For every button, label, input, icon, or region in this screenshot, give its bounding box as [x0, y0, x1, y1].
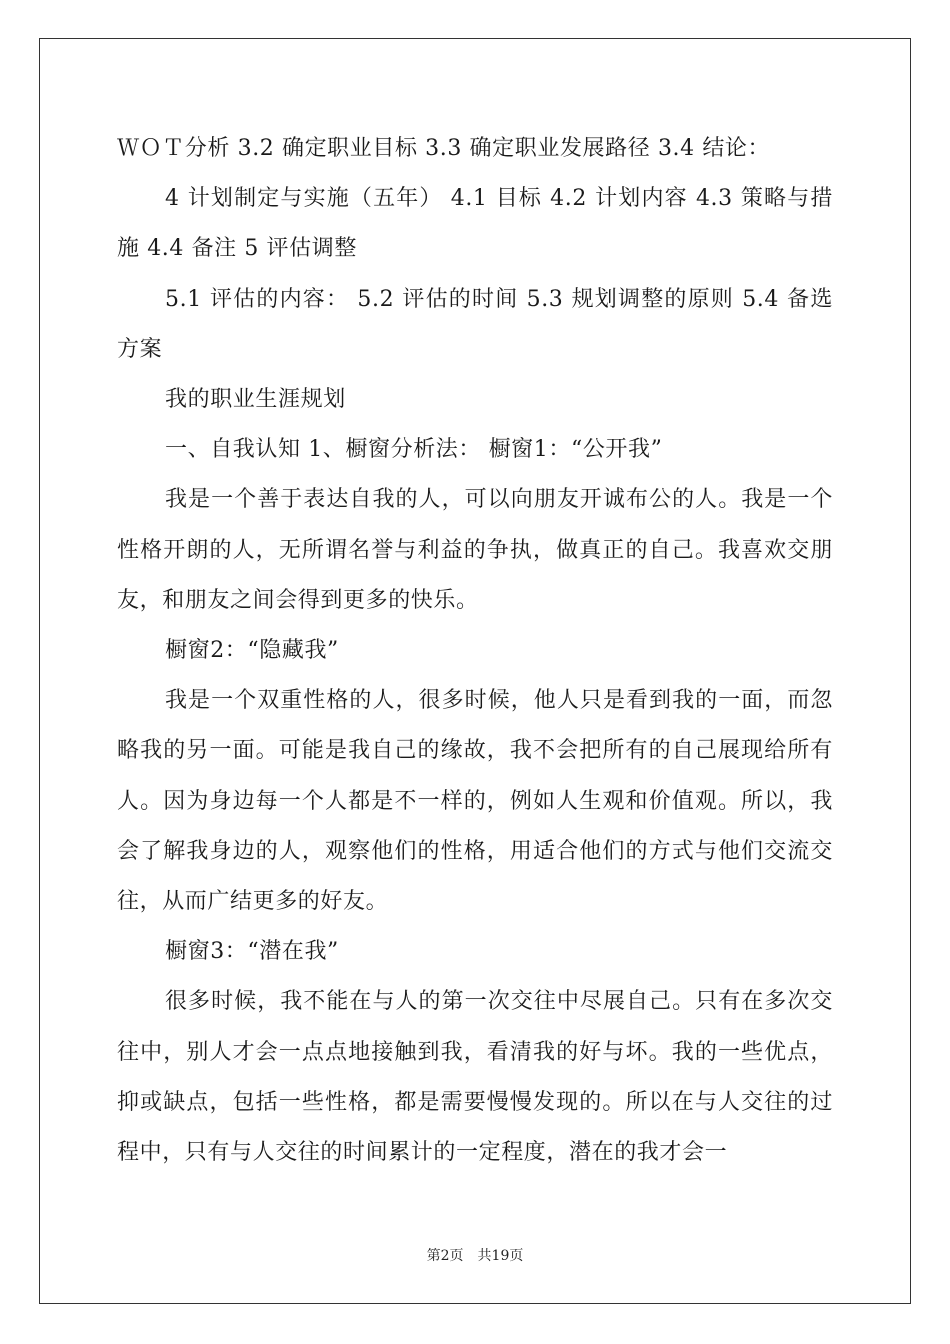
section-heading: 一、自我认知 1、橱窗分析法： 橱窗1：“公开我” [165, 437, 663, 463]
paragraph: 4 计划制定与实施（五年） 4.1 目标 4.2 计划内容 4.3 策略与措施 4.4 备注 5 评估调整 [117, 186, 833, 262]
page-footer [0, 1247, 950, 1265]
page-total: 共19页 [477, 1248, 524, 1264]
paragraph: ＷＯＴ分析 3.2 确定职业目标 3.3 确定职业发展路径 3.4 结论： [117, 136, 771, 161]
paragraph: 我是一个双重性格的人，很多时候，他人只是看到我的一面，而忽略我的另一面。可能是我自己的缘故，我不会把所有的自己展现给所有人。因为身边每一个人都是不一样的，例如人生观和价值观。所以，我会了解我身边的人，观察他们的性格，用适合他们的方式与他们交流交往，从而广结更多的好友。 [117, 688, 833, 915]
paragraph: 很多时候，我不能在与人的第一次交往中尽展自己。只有在多次交往中，别人才会一点点地接触到我，看清我的好与坏。我的一些优点，抑或缺点，包括一些性格，都是需要慢慢发现的。所以在与人交往的过程中，只有与人交往的时间累计的一定程度，潜在的我才会一 [117, 989, 833, 1166]
section-title: 我的职业生涯规划 [165, 387, 346, 413]
page-number: 第2页 [426, 1248, 464, 1264]
paragraph: 我是一个善于表达自我的人，可以向朋友开诚布公的人。我是一个性格开朗的人，无所谓名誉与利益的争执，做真正的自己。我喜欢交朋友，和朋友之间会得到更多的快乐。 [117, 487, 833, 613]
subheading: 橱窗3：“潜在我” [165, 939, 339, 965]
subheading: 橱窗2：“隐藏我” [165, 638, 339, 664]
paragraph: 5.1 评估的内容： 5.2 评估的时间 5.3 规划调整的原则 5.4 备选方案 [117, 286, 833, 362]
document-body [117, 124, 833, 1178]
